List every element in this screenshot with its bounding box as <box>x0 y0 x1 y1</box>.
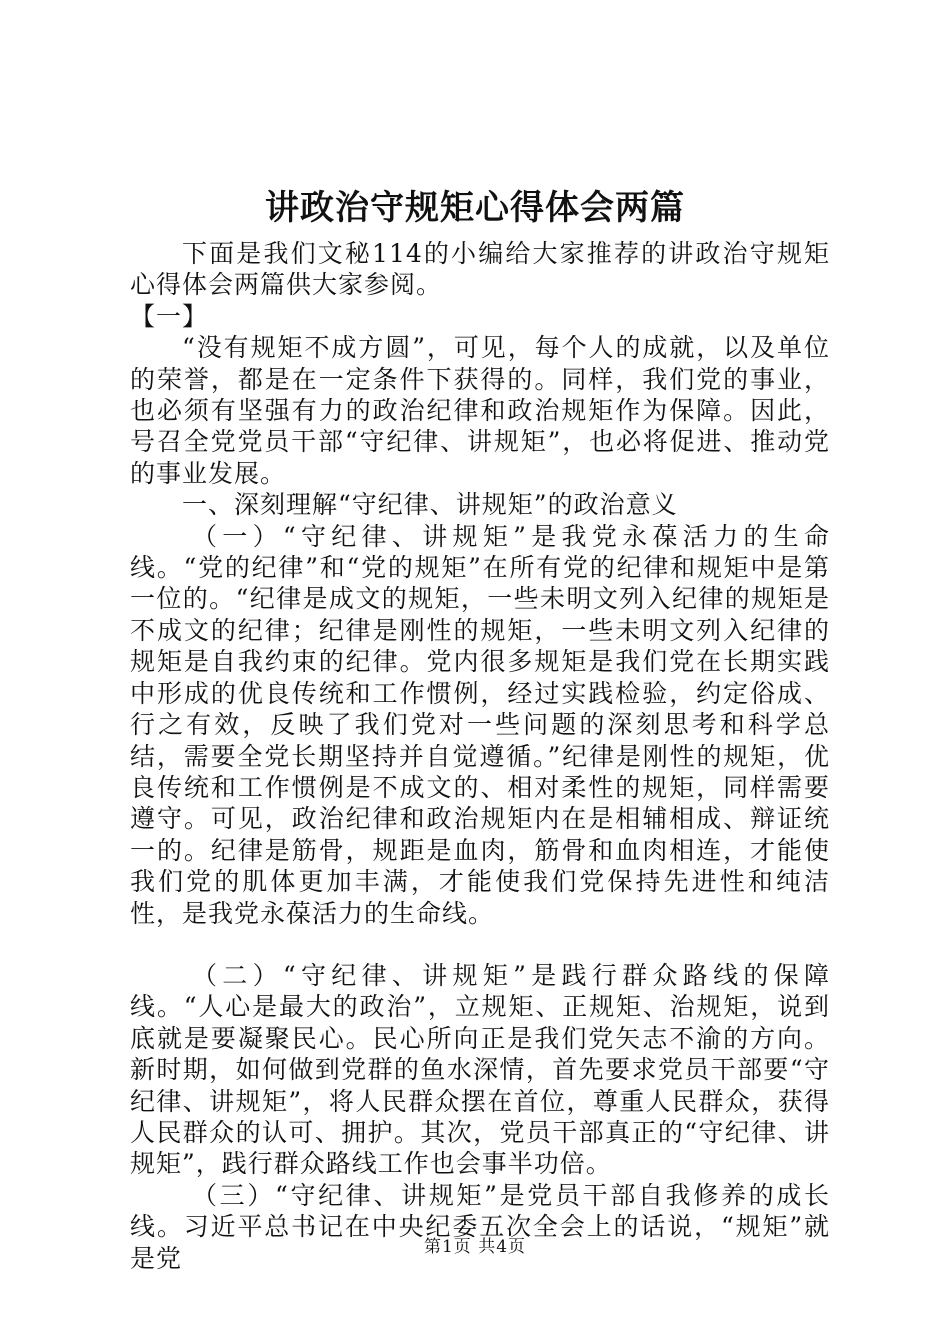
intro-paragraph: 下面是我们文秘114的小编给大家推荐的讲政治守规矩心得体会两篇供大家参阅。 <box>130 239 830 300</box>
paragraph-2: （一）“守纪律、讲规矩”是我党永葆活力的生命线。“党的纪律”和“党的规矩”在所有党的纪律和规矩中是第一位的。“纪律是成文的规矩，一些未明文列入纪律的规矩是不成文的纪律；纪律是刚性的规矩，一些未明文列入纪律的规矩是自我约束的纪律。党内很多规矩是我们党在长期实践中形成的优良传统和工作惯例，经过实践检验，约定俗成、行之有效，反映了我们党对一些问题的深刻思考和科学总结，需要全党长期坚持并自觉遵循。”纪律是刚性的规矩，优良传统和工作惯例是不成文的、相对柔性的规矩，同样需要遵守。可见，政治纪律和政治规矩内在是相辅相成、辩证统一的。纪律是筋骨，规距是血肉，筋骨和血肉相连，才能使我们党的肌体更加丰满，才能使我们党保持先进性和纯洁性，是我党永葆活力的生命线。 <box>130 521 830 928</box>
section-marker: 【一】 <box>130 301 209 331</box>
section-heading-1: 一、深刻理解“守纪律、讲规矩”的政治意义 <box>182 490 678 520</box>
page-footer: 第1页 共4页 <box>423 1237 527 1257</box>
paragraph-1: “没有规矩不成方圆”，可见，每个人的成就，以及单位的荣誉，都是在一定条件下获得的。同样，我们党的事业，也必须有坚强有力的政治纪律和政治规矩作为保障。因此，号召全党党员干部“守纪律、讲规矩”，也必将促进、推动党的事业发展。 <box>130 333 830 488</box>
paragraph-gap <box>130 929 830 960</box>
paragraph-4: （三）“守纪律、讲规矩”是党员干部自我修养的成长线。习近平总书记在中央纪委五次全会上的话说，“规矩”就是党 <box>130 1180 830 1273</box>
document-body <box>130 238 830 1274</box>
document-title: 讲政治守规矩心得体会两篇 <box>265 188 685 228</box>
paragraph-3: （二）“守纪律、讲规矩”是践行群众路线的保障线。“人心是最大的政治”，立规矩、正规矩、治规矩，说到底就是要凝聚民心。民心所向正是我们党矢志不渝的方向。新时期，如何做到党群的鱼水深情，首先要求党员干部要“守纪律、讲规矩”，将人民群众摆在首位，尊重人民群众，获得人民群众的认可、拥护。其次，党员干部真正的“守纪律、讲规矩”，践行群众路线工作也会事半功倍。 <box>130 960 830 1179</box>
